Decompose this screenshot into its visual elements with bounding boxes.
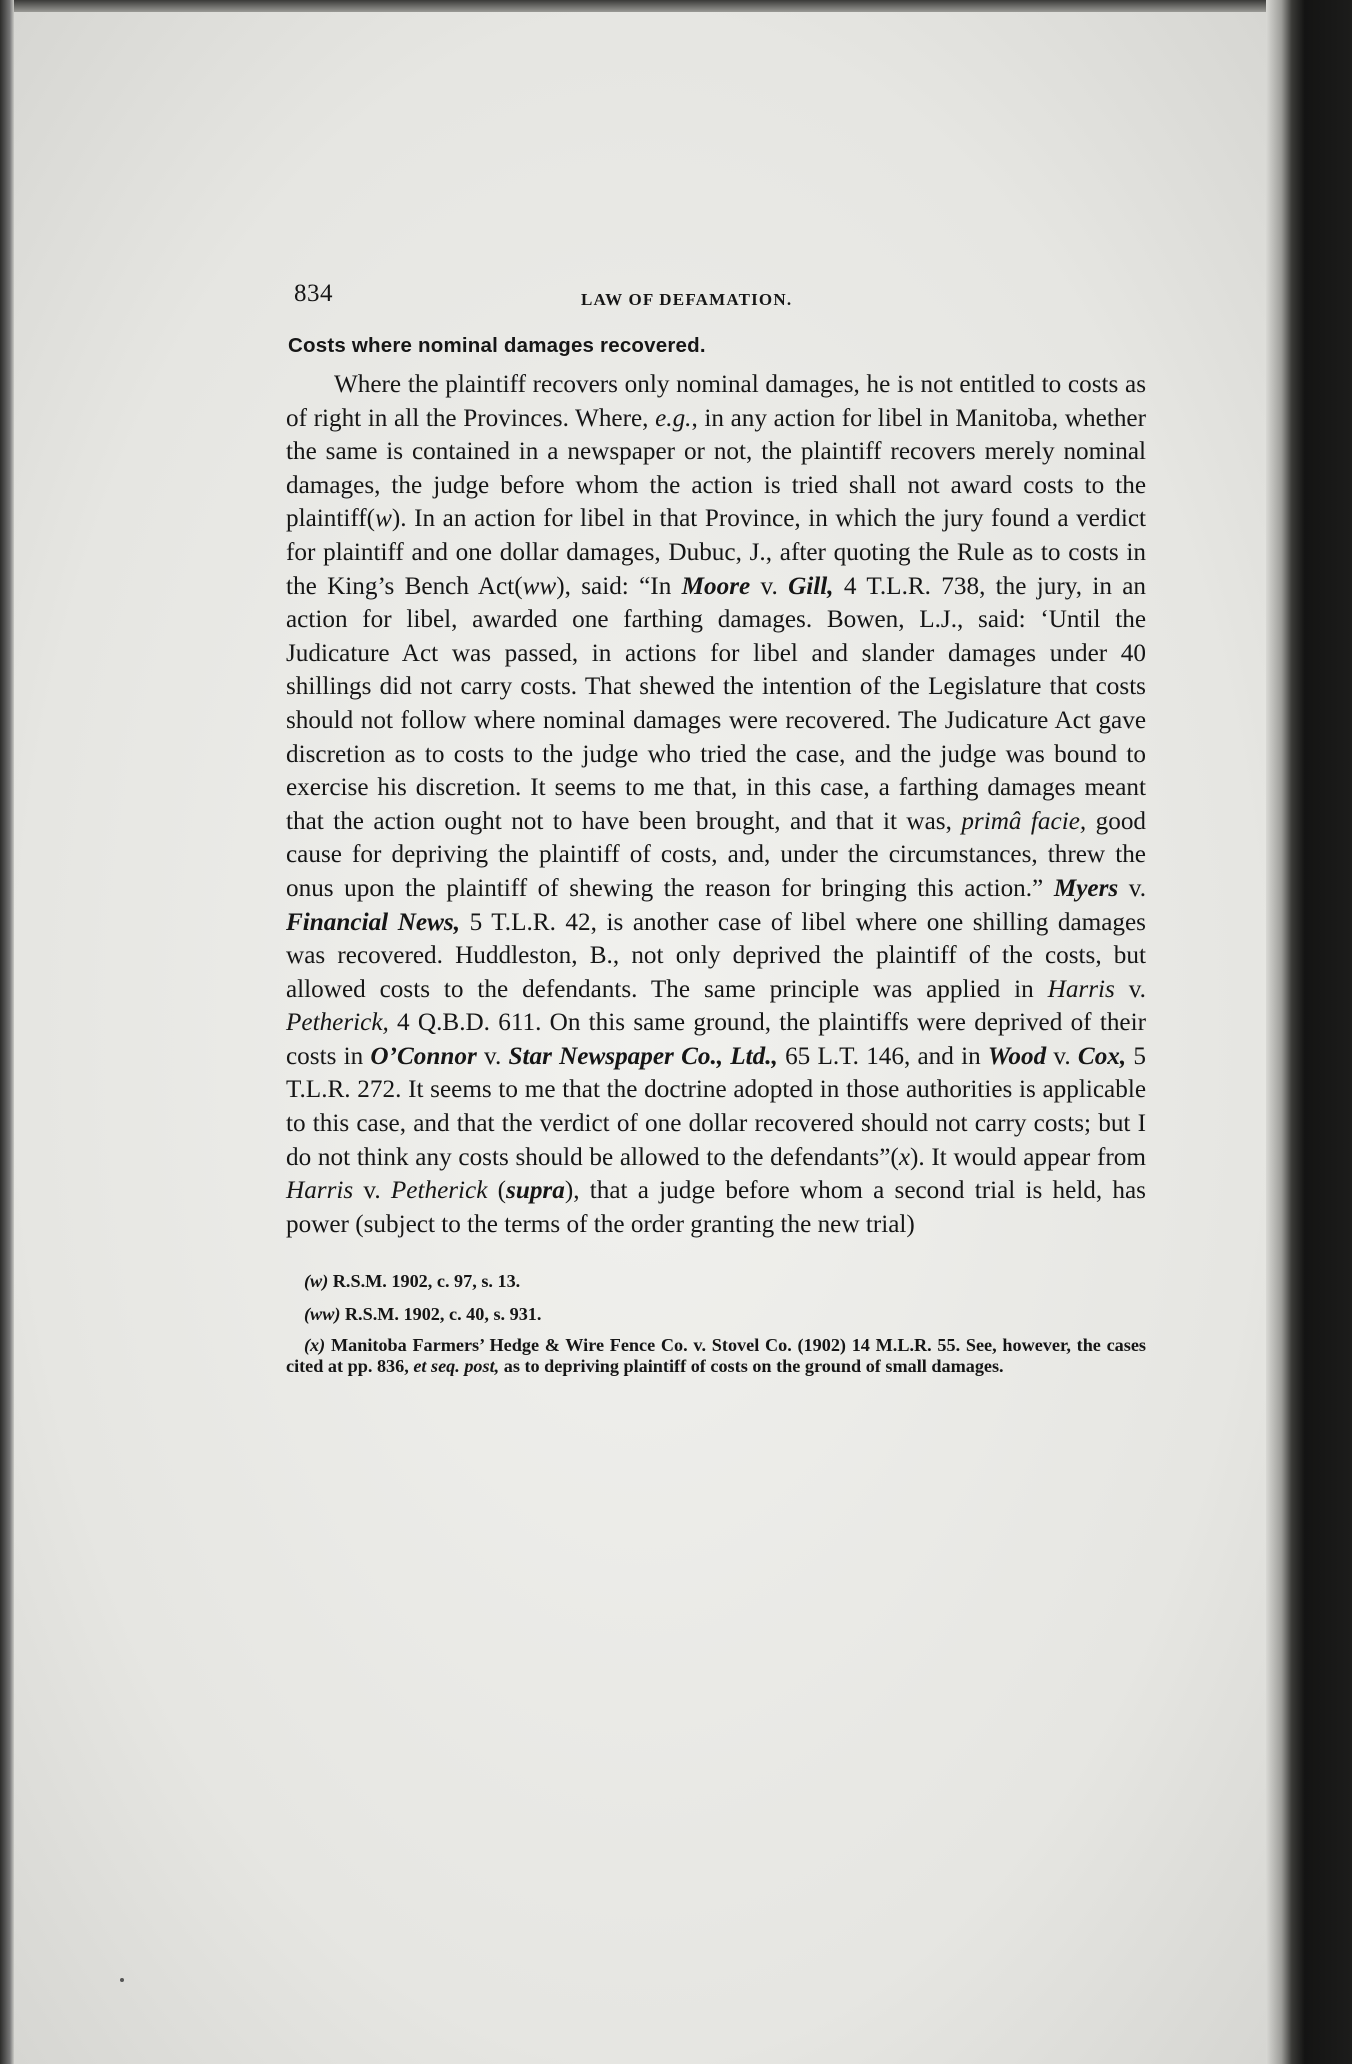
section-heading: Costs where nominal damages recovered. xyxy=(288,334,706,357)
footnote-w: (w) R.S.M. 1902, c. 97, s. 13. xyxy=(304,1271,521,1292)
footnotes xyxy=(286,1269,1146,1377)
scan-border-left xyxy=(0,0,14,2064)
scan-border-right xyxy=(1266,0,1352,2064)
scan-speck xyxy=(120,1978,124,1982)
book-page xyxy=(286,280,1146,1386)
footnote-ww: (ww) R.S.M. 1902, c. 40, s. 931. xyxy=(304,1304,542,1325)
footnote-x: (x) Manitoba Farmers’ Hedge & Wire Fence Co. v. Stovel Co. (1902) 14 M.L.R. 55. See, however, the cases cited at pp. 836, et seq. post, as to depriving plaintiff of costs on the ground of small damages. xyxy=(286,1335,1146,1377)
page-number: 834 xyxy=(294,280,333,307)
scan-border-top xyxy=(0,0,1352,12)
running-title: LAW OF DEFAMATION. xyxy=(581,290,793,309)
running-head xyxy=(286,280,1146,320)
body-paragraph: Where the plaintiff recovers only nominal damages, he is not entitled to costs as of right in all the Provinces. Where, e.g., in any action for libel in Manitoba, whether the same is contained in a newspaper or not, the plaintiff recovers merely nominal damages, the judge before whom the action is tried shall not award costs to the plaintiff(w). In an action for libel in that Province, in which the jury found a verdict for plaintiff and one dollar damages, Dubuc, J., after quoting the Rule as to costs in the King’s Bench Act(ww), said: “In Moore v. Gill, 4 T.L.R. 738, the jury, in an action for libel, awarded one farthing damages. Bowen, L.J., said: ‘Until the Judicature Act was passed, in actions for libel and slander damages under 40 shillings did not carry costs. That shewed the intention of the Legislature that costs should not follow where nominal damages were recovered. The Judicature Act gave discretion as to costs to the judge who tried the case, and the judge was bound to exercise his discretion. It seems to me that, in this case, a farthing damages meant that the action ought not to have been brought, and that it was, primâ facie, good cause for depriving the plaintiff of costs, and, under the circumstances, threw the onus upon the plaintiff of shewing the reason for bringing this action.” Myers v. Financial News, 5 T.L.R. 42, is another case of libel where one shilling damages was recovered. Huddleston, B., not only deprived the plaintiff of the costs, but allowed costs to the defendants. The same principle was applied in Harris v. Petherick, 4 Q.B.D. 611. On this same ground, the plaintiffs were deprived of their costs in O’Connor v. Star Newspaper Co., Ltd., 65 L.T. 146, and in Wood v. Cox, 5 T.L.R. 272. It seems to me that the doctrine adopted in those authorities is applicable to this case, and that the verdict of one dollar recovered should not carry costs; but I do not think any costs should be allowed to the defendants”(x). It would appear from Harris v. Petherick (supra), that a judge before whom a second trial is held, has power (subject to the terms of the order granting the new trial) xyxy=(286,371,1147,1238)
